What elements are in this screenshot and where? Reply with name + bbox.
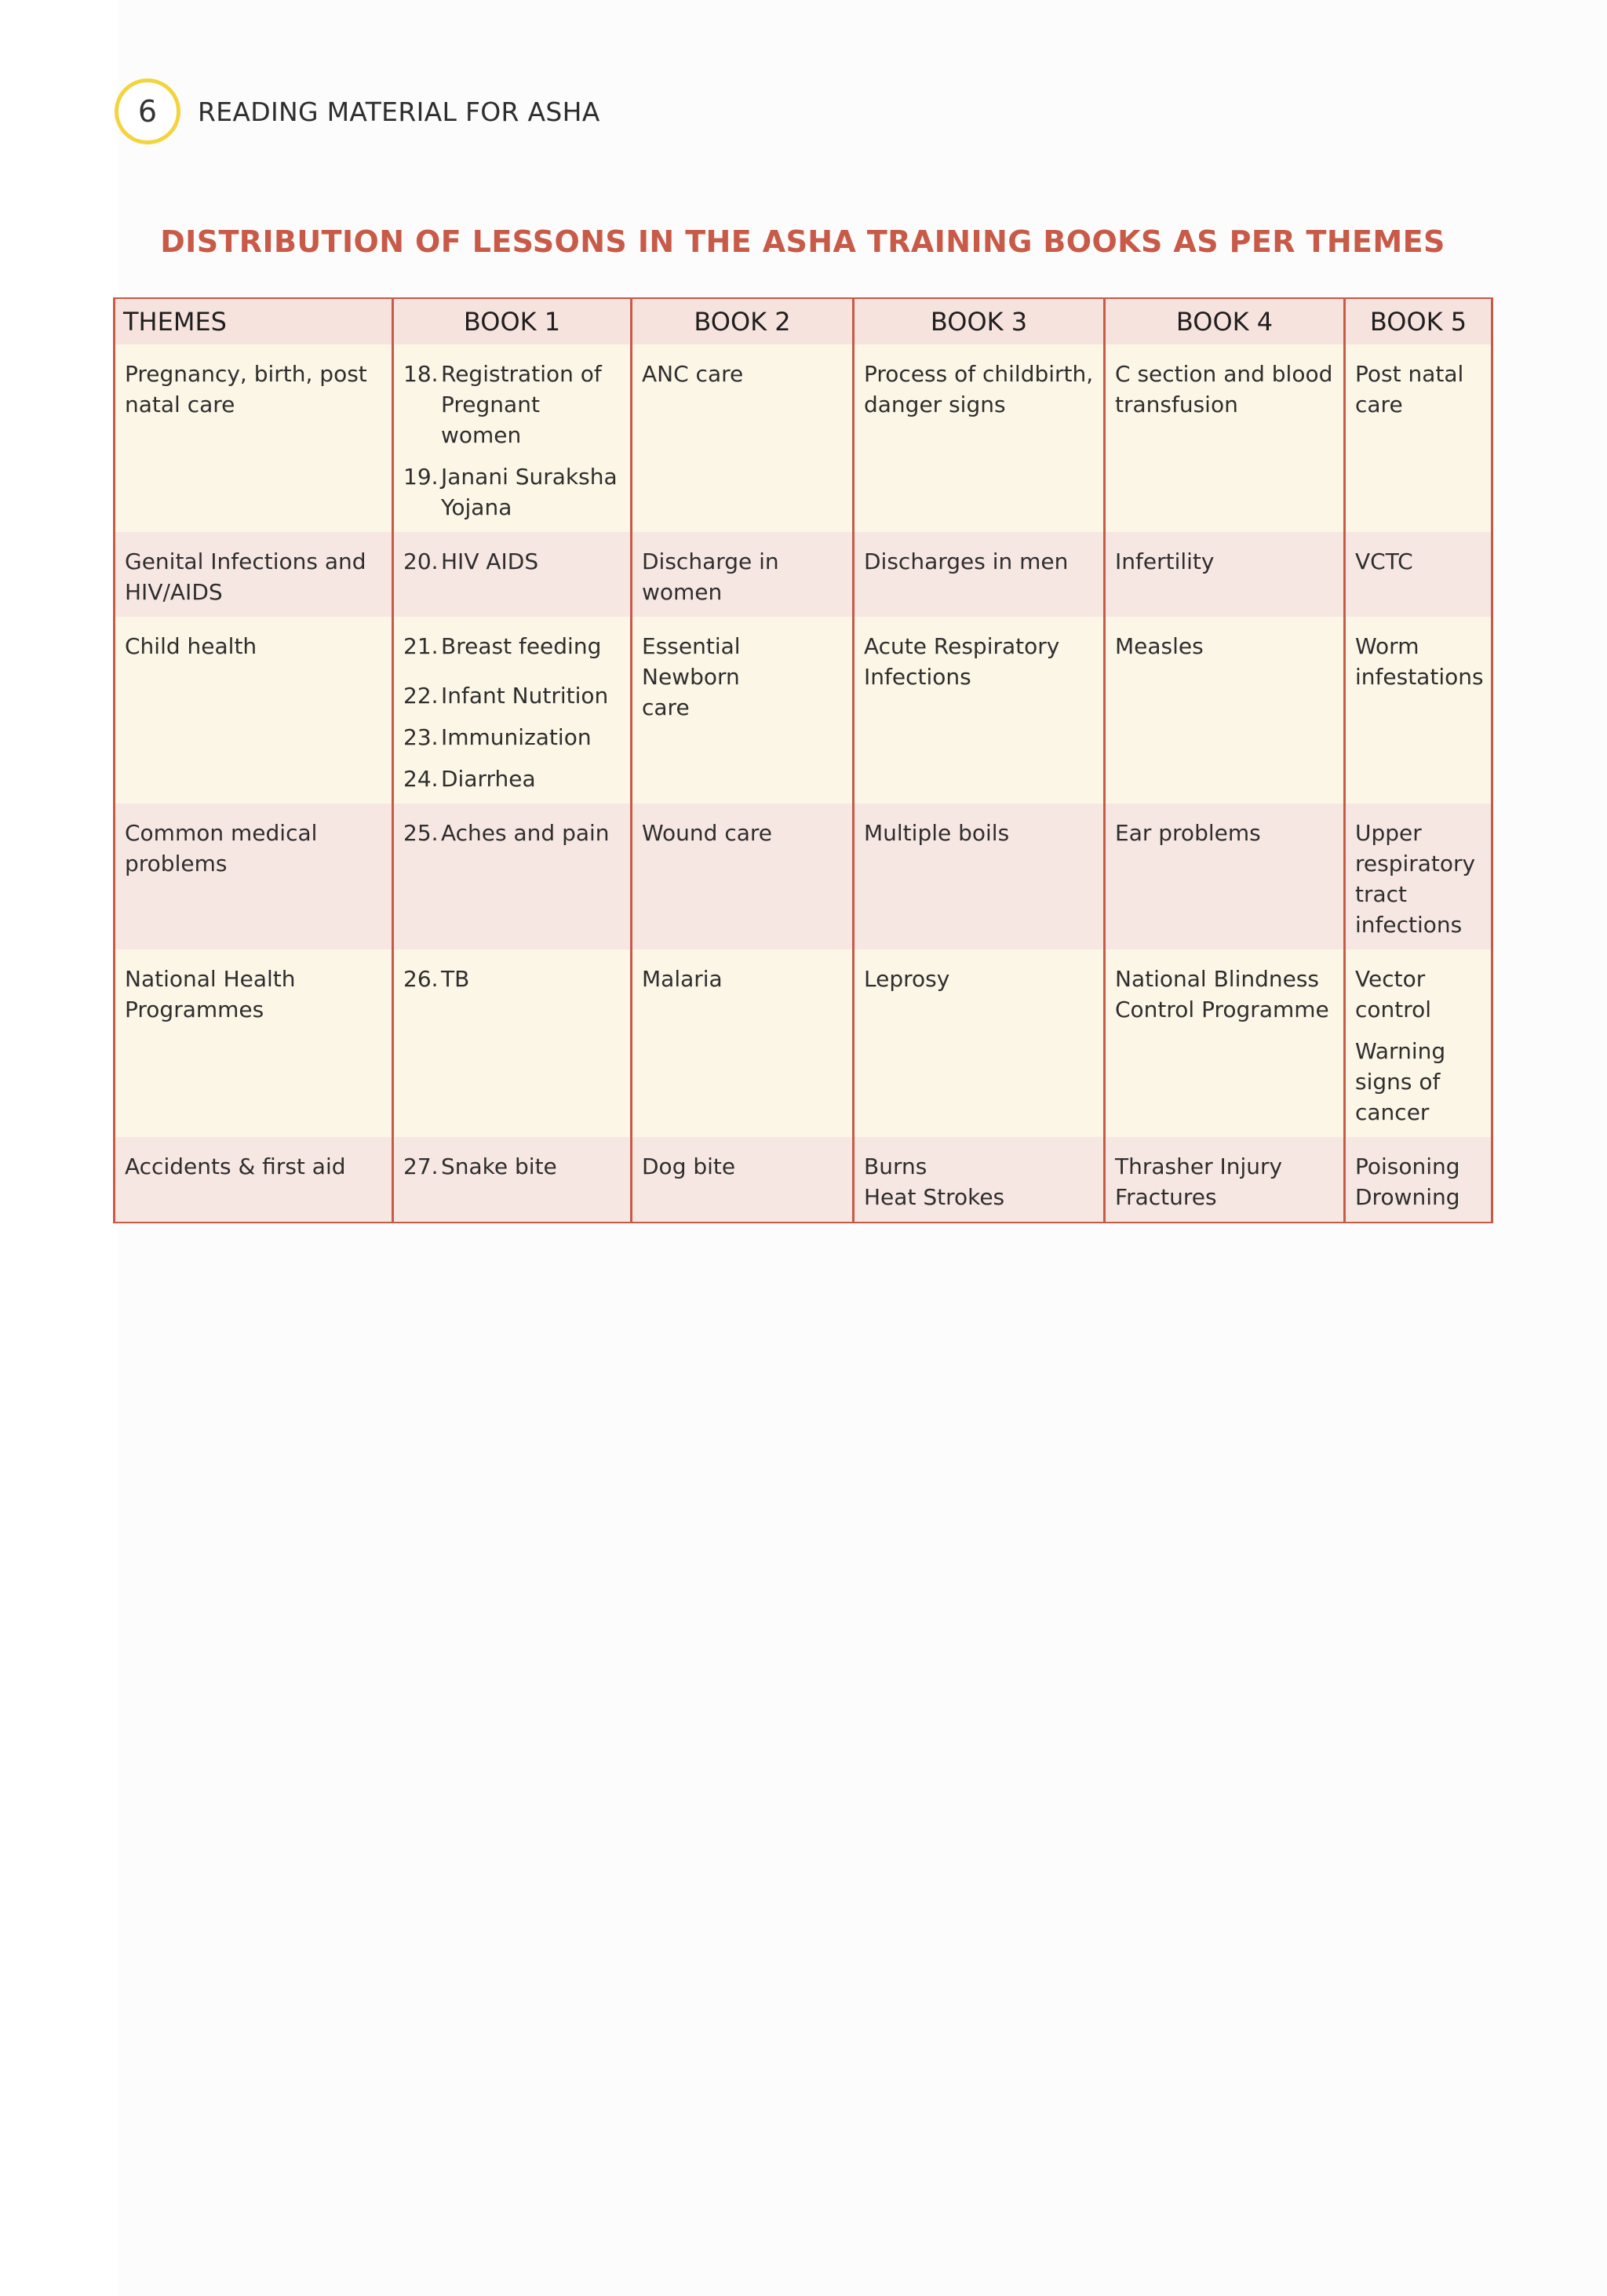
column-header-book-2: BOOK 2 xyxy=(632,298,854,344)
column-header-book-3: BOOK 3 xyxy=(854,298,1105,344)
cell-line: Measles xyxy=(1115,633,1204,659)
lesson-number: 25. xyxy=(403,820,439,846)
cell-line: Malaria xyxy=(642,966,723,992)
cell-line: care xyxy=(642,694,690,720)
book-1-cell xyxy=(393,804,632,949)
cell-line: Leprosy xyxy=(864,966,950,992)
cell-line: Wound care xyxy=(642,820,773,846)
cell-line: National Health xyxy=(125,966,296,992)
cell-line: infestations xyxy=(1355,664,1484,690)
cell-line: National Blindness xyxy=(1115,966,1320,992)
cell-line: infections xyxy=(1355,912,1463,938)
cell-line: control xyxy=(1355,997,1432,1022)
lesson-text: Registration of xyxy=(441,361,602,387)
cell-line: Infertility xyxy=(1115,548,1215,574)
book-5-cell xyxy=(1345,344,1492,532)
book-2-cell xyxy=(632,532,854,617)
cell-line: Warning xyxy=(1355,1038,1446,1064)
lesson-number: 26. xyxy=(403,966,439,992)
cell-line: respiratory xyxy=(1355,851,1476,876)
book-2-cell xyxy=(632,344,854,532)
theme-cell xyxy=(115,617,393,804)
table-header-row xyxy=(115,298,1492,344)
lesson-number: 27. xyxy=(403,1153,439,1179)
lesson-item xyxy=(403,631,621,661)
cell-line: Multiple boils xyxy=(864,820,1010,846)
cell-line: Heat Strokes xyxy=(864,1184,1005,1210)
book-5-cell xyxy=(1345,617,1492,804)
book-1-cell xyxy=(393,344,632,532)
lesson-item xyxy=(403,680,621,711)
book-4-cell xyxy=(1105,344,1345,532)
lesson-item xyxy=(403,964,621,994)
cell-line: Drowning xyxy=(1355,1184,1460,1210)
lessons-table xyxy=(113,297,1493,1223)
lesson-number: 23. xyxy=(403,724,439,750)
lesson-text: Breast feeding xyxy=(441,633,602,659)
cell-line: signs of xyxy=(1355,1069,1441,1095)
cell-line: Discharge in women xyxy=(642,548,779,605)
lesson-text: Diarrhea xyxy=(441,766,536,792)
page-number-badge: 6 xyxy=(115,78,180,144)
table-row xyxy=(115,949,1492,1137)
cell-line: care xyxy=(1355,392,1403,417)
cell-line: problems xyxy=(125,851,228,876)
table-row xyxy=(115,532,1492,617)
lesson-text: TB xyxy=(441,966,470,992)
book-3-cell xyxy=(854,532,1105,617)
lesson-text: Aches and pain xyxy=(441,820,610,846)
book-5-cell xyxy=(1345,1137,1492,1223)
cell-line: Fractures xyxy=(1115,1184,1217,1210)
book-4-cell xyxy=(1105,532,1345,617)
lesson-text: HIV AIDS xyxy=(441,548,539,574)
cell-line: Burns xyxy=(864,1153,927,1179)
cell-line: Accidents & first aid xyxy=(125,1153,346,1179)
page-header xyxy=(115,74,600,149)
lesson-item xyxy=(403,461,621,523)
book-4-cell xyxy=(1105,1137,1345,1223)
book-1-cell xyxy=(393,1137,632,1223)
table-row xyxy=(115,617,1492,804)
book-5-cell xyxy=(1345,532,1492,617)
table-row xyxy=(115,804,1492,949)
lesson-number: 20. xyxy=(403,548,439,574)
cell-line: Discharges in men xyxy=(864,548,1069,574)
theme-cell xyxy=(115,1137,393,1223)
lesson-item xyxy=(403,722,621,753)
cell-line: ANC care xyxy=(642,361,744,387)
lesson-number: 18. xyxy=(403,361,439,387)
column-header-book-1: BOOK 1 xyxy=(393,298,632,344)
cell-line: Poisoning xyxy=(1355,1153,1460,1179)
book-3-cell xyxy=(854,617,1105,804)
cell-line: Ear problems xyxy=(1115,820,1261,846)
cell-line: Control Programme xyxy=(1115,997,1329,1022)
cell-line: Programmes xyxy=(125,997,264,1022)
book-2-cell xyxy=(632,1137,854,1223)
cell-line: C section and blood xyxy=(1115,361,1333,387)
book-3-cell xyxy=(854,949,1105,1137)
cell-line: HIV/AIDS xyxy=(125,579,223,605)
cell-line: Worm xyxy=(1355,633,1419,659)
lesson-number: 22. xyxy=(403,683,439,709)
cell-line: natal care xyxy=(125,392,235,417)
cell-line: danger signs xyxy=(864,392,1006,417)
cell-line: transfusion xyxy=(1115,392,1238,417)
lesson-text: Snake bite xyxy=(441,1153,557,1179)
cell-line: Vector xyxy=(1355,966,1426,992)
lesson-text: Infant Nutrition xyxy=(441,683,609,709)
column-header-book-5: BOOK 5 xyxy=(1345,298,1492,344)
book-4-cell xyxy=(1105,617,1345,804)
lesson-text: Janani Suraksha xyxy=(441,464,618,490)
book-5-cell xyxy=(1345,804,1492,949)
lesson-item xyxy=(403,546,621,577)
cell-line: tract xyxy=(1355,881,1408,907)
book-3-cell xyxy=(854,1137,1105,1223)
book-3-cell xyxy=(854,804,1105,949)
book-3-cell xyxy=(854,344,1105,532)
book-1-cell xyxy=(393,617,632,804)
document-title: DISTRIBUTION OF LESSONS IN THE ASHA TRAINING BOOKS AS PER THEMES xyxy=(160,224,1445,259)
running-header-title: READING MATERIAL FOR ASHA xyxy=(198,96,600,127)
column-header-themes: THEMES xyxy=(115,298,393,344)
cell-line: Process of childbirth, xyxy=(864,361,1094,387)
book-4-cell xyxy=(1105,949,1345,1137)
cell-line: Post natal xyxy=(1355,361,1464,387)
lesson-item xyxy=(403,818,621,848)
book-1-cell xyxy=(393,949,632,1137)
cell-line: Common medical xyxy=(125,820,318,846)
book-2-cell xyxy=(632,617,854,804)
cell-line: Child health xyxy=(125,633,257,659)
table-row xyxy=(115,344,1492,532)
cell-line: Acute Respiratory xyxy=(864,633,1060,659)
book-4-cell xyxy=(1105,804,1345,949)
cell-line: Dog bite xyxy=(642,1153,736,1179)
cell-line: Genital Infections and xyxy=(125,548,366,574)
lesson-item xyxy=(403,359,621,450)
theme-cell xyxy=(115,949,393,1137)
theme-cell xyxy=(115,344,393,532)
lesson-text: Immunization xyxy=(441,724,592,750)
book-2-cell xyxy=(632,949,854,1137)
column-header-book-4: BOOK 4 xyxy=(1105,298,1345,344)
cell-line: cancer xyxy=(1355,1099,1430,1125)
lesson-number: 21. xyxy=(403,633,439,659)
lesson-text: Yojana xyxy=(441,494,512,520)
cell-line: Infections xyxy=(864,664,971,690)
theme-cell xyxy=(115,804,393,949)
lesson-text: Pregnant women xyxy=(441,392,540,448)
book-5-cell xyxy=(1345,949,1492,1137)
book-2-cell xyxy=(632,804,854,949)
lesson-item xyxy=(403,764,621,794)
theme-cell xyxy=(115,532,393,617)
cell-line: Essential Newborn xyxy=(642,633,741,690)
book-1-cell xyxy=(393,532,632,617)
cell-line: VCTC xyxy=(1355,548,1413,574)
cell-line: Upper xyxy=(1355,820,1422,846)
cell-line: Thrasher Injury xyxy=(1115,1153,1283,1179)
cell-line: Pregnancy, birth, post xyxy=(125,361,367,387)
lesson-item xyxy=(403,1151,621,1182)
table-row xyxy=(115,1137,1492,1223)
lesson-number: 24. xyxy=(403,766,439,792)
lesson-number: 19. xyxy=(403,464,439,490)
